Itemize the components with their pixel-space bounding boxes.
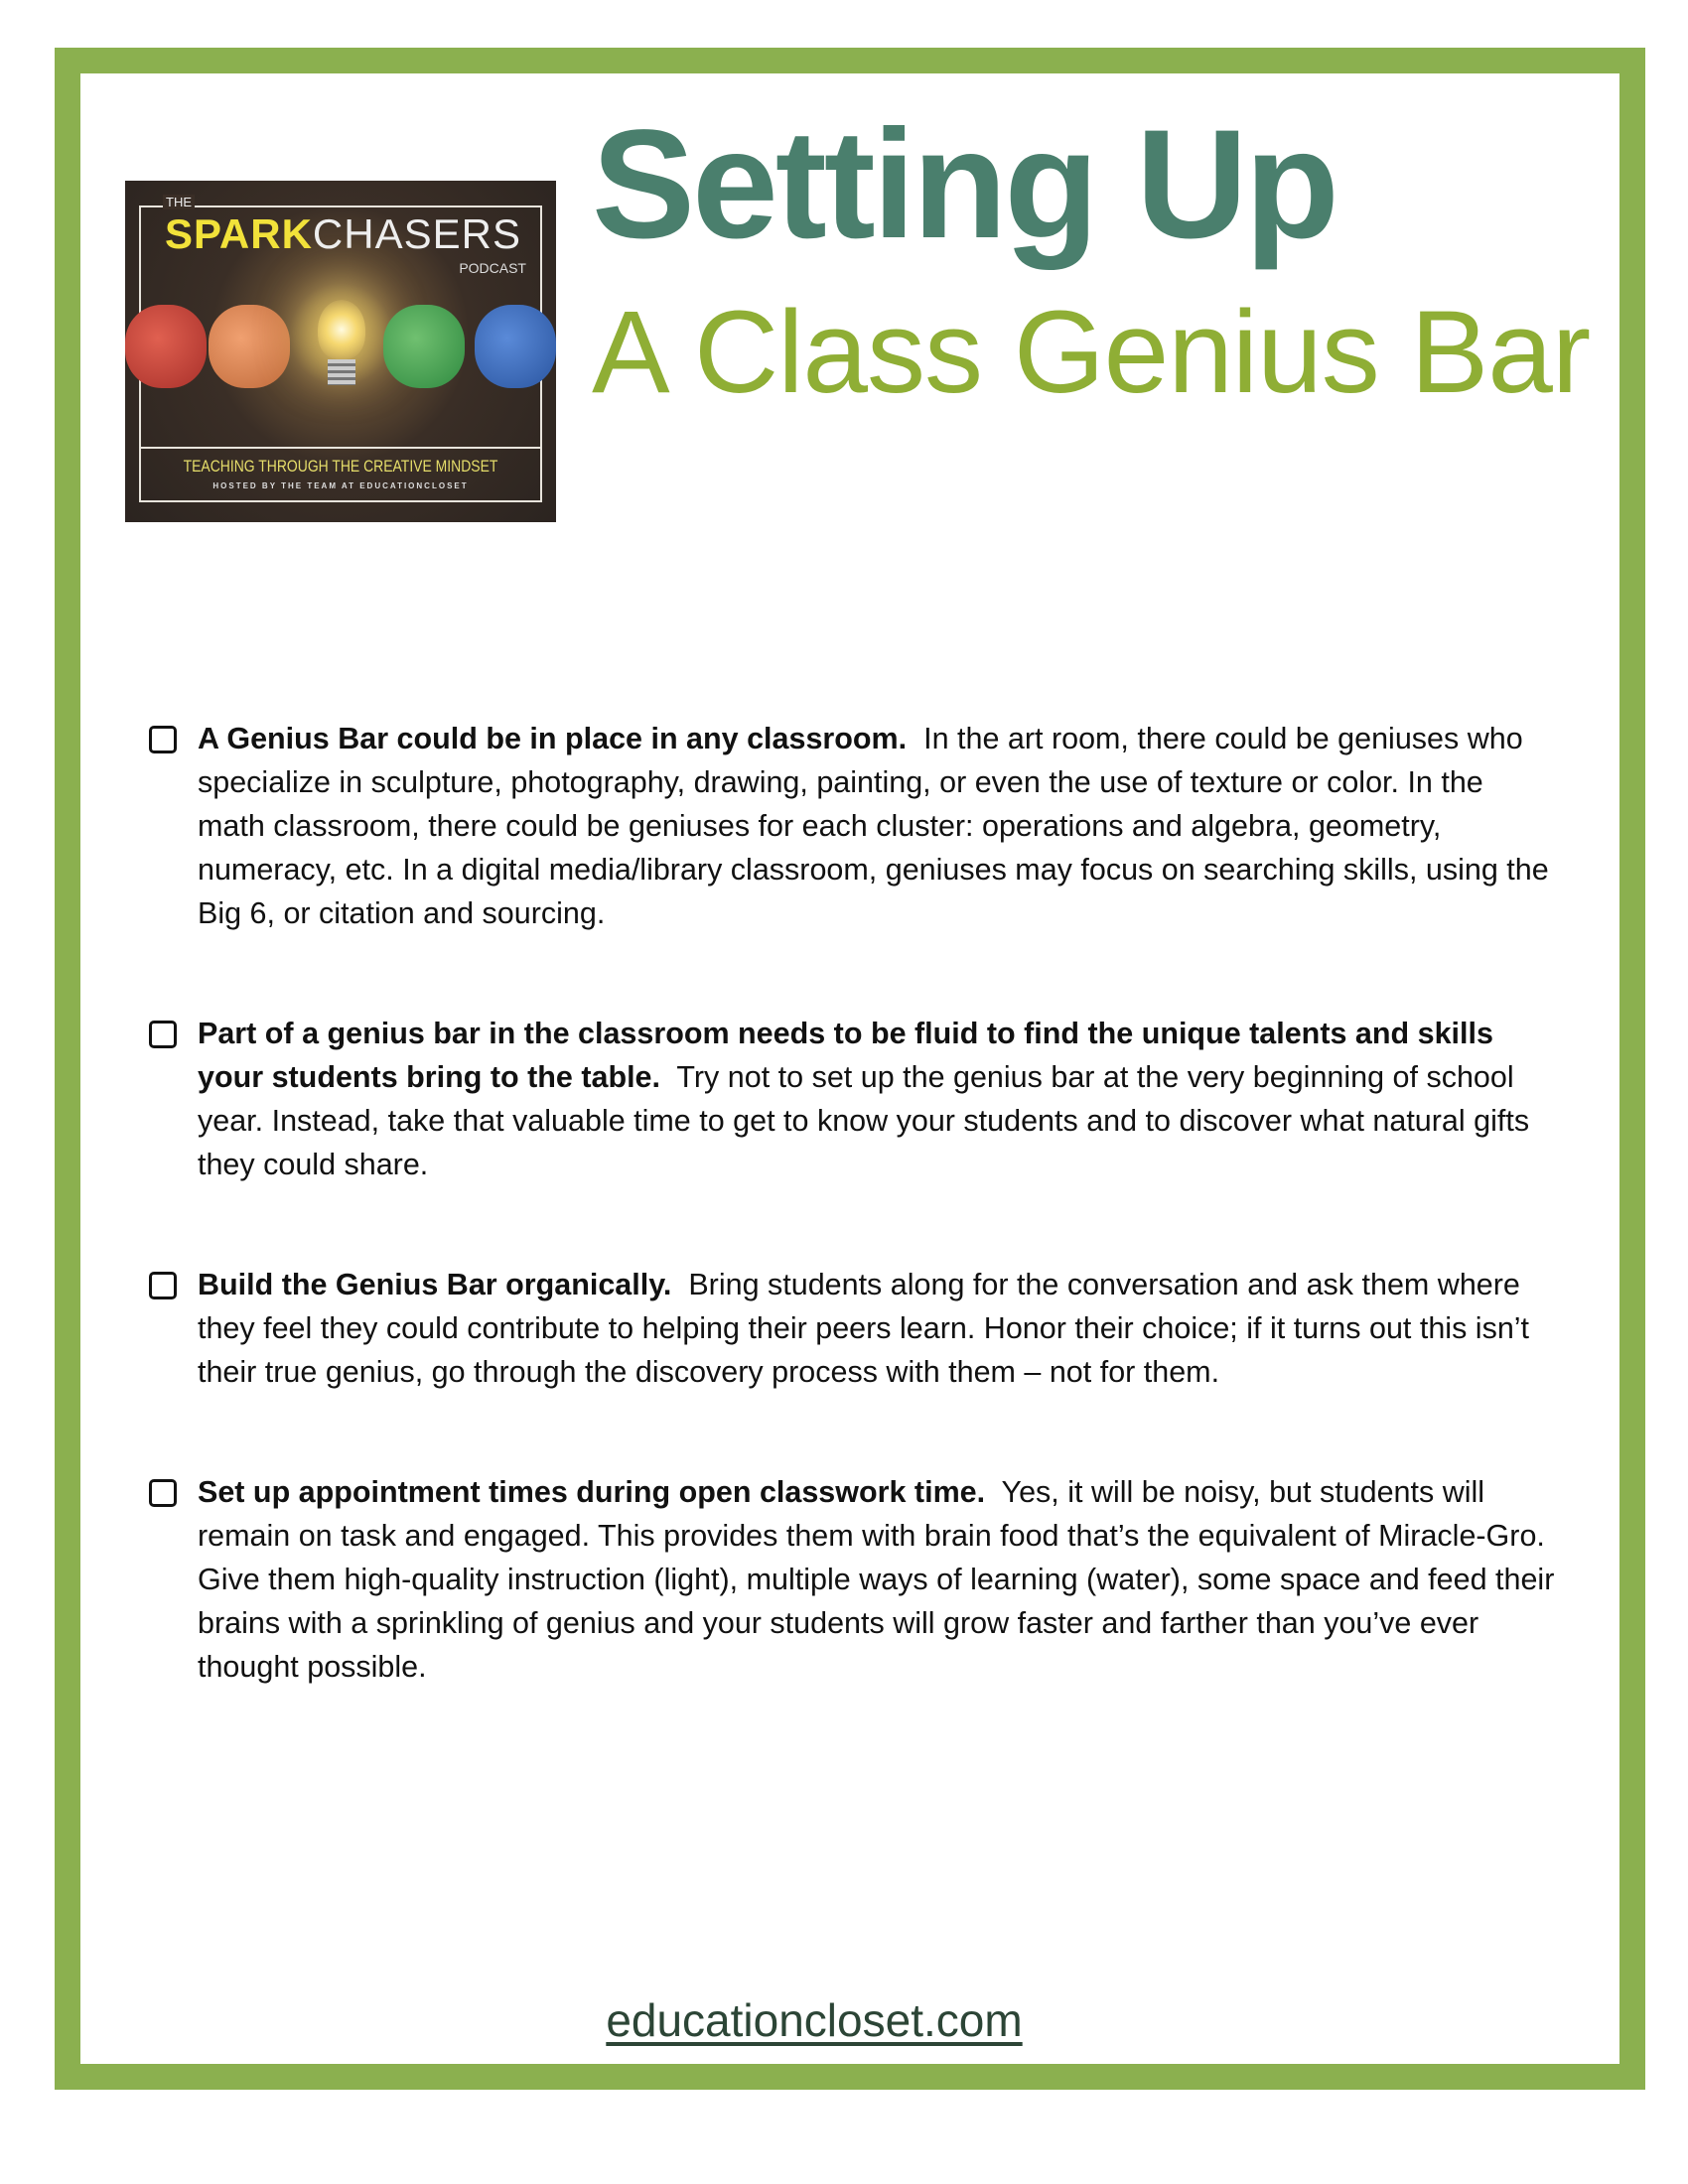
item-body: Try not to set up the genius bar at the very beginning of school year. Instead, take that valuable time to get to know your students and to discover what natural gifts they could share. (198, 1060, 1530, 1181)
logo-tagline: TEACHING THROUGH THE CREATIVE MINDSET (183, 457, 498, 476)
item-body: In the art room, there could be geniuses who specialize in sculpture, photography, drawing, painting, or even the use of texture or color. In the math classroom, there could be geniuses for each cluster: operations and algebra, geometry, numeracy, etc. In a digital media/library classroom, geniuses may focus on searching skills, using the Big 6, or citation and sourcing. (198, 722, 1549, 930)
checklist-item (149, 717, 1559, 935)
logo-hosted-by: HOSTED BY THE TEAM AT EDUCATIONCLOSET (212, 481, 469, 490)
checklist-item (149, 1263, 1559, 1394)
logo-chasers: CHASERS (312, 210, 521, 257)
checkbox[interactable] (149, 726, 177, 753)
lightbulb-base-icon (328, 359, 355, 385)
checklist (149, 717, 1559, 1765)
blue-paper-ball-icon (475, 305, 556, 388)
logo-podcast: PODCAST (459, 260, 526, 276)
item-body: Yes, it will be noisy, but students will remain on task and engaged. This provides them with brain food that’s the equivalent of Miracle-Gro. Give them high-quality instruction (light), multiple ways of learning (water), some space and feed their brains with a sprinkling of genius and your students will grow faster and farther than you’ve ever thought possible. (198, 1475, 1555, 1684)
item-lead: Set up appointment times during open classwork time. (198, 1475, 986, 1509)
logo-the: THE (163, 195, 195, 209)
checklist-item (149, 1012, 1559, 1186)
lightbulb-icon (318, 300, 365, 359)
page-title: Setting Up (592, 98, 1336, 271)
page-subtitle: A Class Genius Bar (592, 287, 1591, 418)
logo-spark: SPARK (165, 210, 313, 257)
logo-divider (139, 447, 542, 449)
footer-website-link[interactable]: educationcloset.com (606, 1994, 1023, 2046)
orange-paper-ball-icon (209, 305, 290, 388)
logo-wordmark (165, 210, 521, 258)
item-lead: A Genius Bar could be in place in any classroom. (198, 722, 908, 755)
item-lead: Build the Genius Bar organically. (198, 1268, 672, 1301)
checkbox[interactable] (149, 1021, 177, 1048)
checkbox[interactable] (149, 1272, 177, 1299)
red-paper-ball-icon (125, 305, 207, 388)
checklist-item (149, 1470, 1559, 1689)
sparkchasers-podcast-logo (125, 181, 556, 522)
green-paper-ball-icon (383, 305, 465, 388)
checkbox[interactable] (149, 1479, 177, 1507)
item-lead: Part of a genius bar in the classroom needs to be fluid to find the unique talents and skills your students bring to the table. (198, 1017, 1493, 1094)
item-body: Bring students along for the conversation and ask them where they feel they could contribute to helping their peers learn. Honor their choice; if it turns out this isn’t their true genius, go through the discovery process with them – not for them. (198, 1268, 1530, 1389)
